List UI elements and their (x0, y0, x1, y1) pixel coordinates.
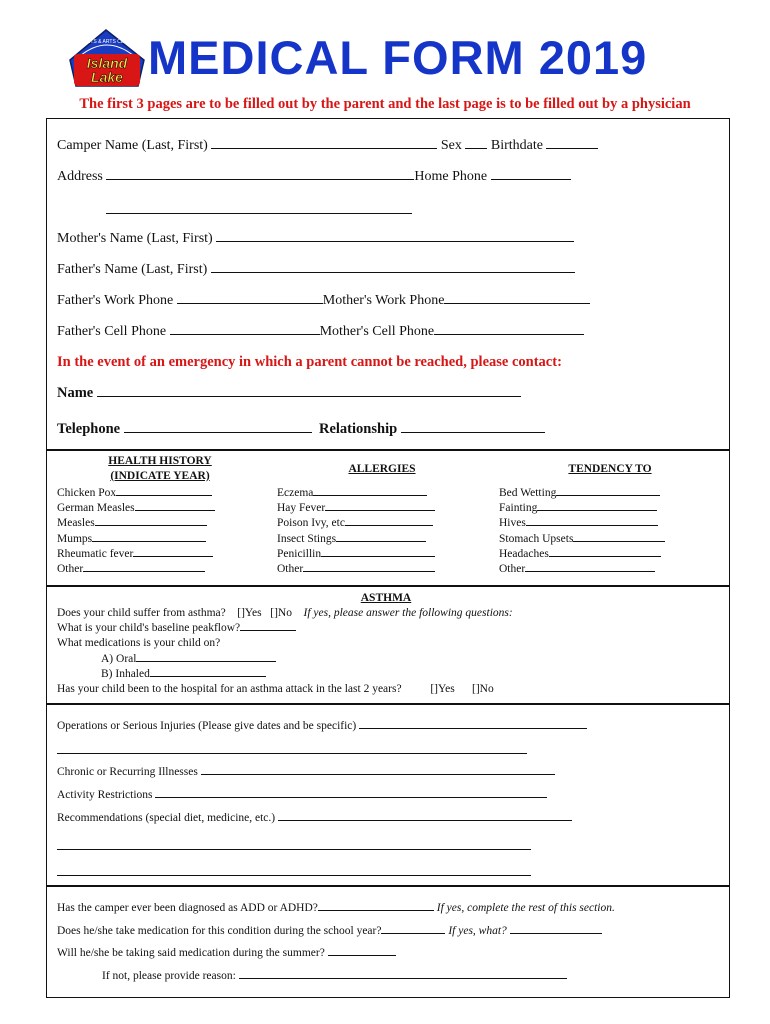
address-field[interactable] (106, 168, 414, 180)
tendency-list (499, 486, 665, 577)
add-q2-what-field[interactable] (510, 924, 602, 934)
health-history-header: HEALTH HISTORY (INDICATE YEAR) (108, 455, 212, 482)
father-cell-phone-label: Father's Cell Phone (57, 324, 167, 339)
emergency-name-field[interactable] (97, 385, 521, 397)
list-item: Other (499, 562, 665, 577)
father-work-phone-field[interactable] (177, 292, 323, 304)
activity-field[interactable] (155, 788, 547, 798)
home-phone-field[interactable] (491, 168, 571, 180)
camper-name-row (57, 137, 598, 154)
list-item: Penicillin (277, 547, 435, 562)
oral-field[interactable] (136, 652, 276, 662)
island-lake-logo (66, 26, 148, 92)
address-row (57, 168, 571, 185)
father-name-row (57, 261, 575, 278)
allergies-list (277, 486, 435, 577)
asthma-no-checkbox[interactable]: []No (270, 607, 292, 619)
form-subtitle: The first 3 pages are to be filled out by the parent and the last page is to be filled out by a physician (79, 96, 691, 112)
list-item: Other (277, 562, 435, 577)
operations-line-2-field[interactable] (57, 753, 527, 754)
add-q2-row (57, 924, 602, 937)
add-q2-field[interactable] (381, 924, 445, 934)
emergency-phone-row (57, 421, 545, 438)
add-q2-note: If yes, what? (448, 925, 507, 937)
father-name-field[interactable] (211, 261, 575, 273)
add-q2-label: Does he/she take medication for this condition during the school year? (57, 925, 382, 937)
mother-name-row (57, 230, 574, 247)
emergency-telephone-field[interactable] (124, 421, 312, 433)
list-item: Stomach Upsets (499, 532, 665, 547)
emergency-name-label: Name (57, 385, 94, 401)
tendency-header: TENDENCY TO (568, 463, 652, 475)
emergency-name-row (57, 385, 521, 402)
chronic-label: Chronic or Recurring Illnesses (57, 766, 198, 778)
svg-text:Lake: Lake (91, 69, 123, 85)
add-q3-field[interactable] (328, 946, 396, 956)
emergency-notice: In the event of an emergency in which a parent cannot be reached, please contact: (57, 354, 562, 370)
recommendations-line-3-field[interactable] (57, 875, 531, 876)
mother-work-phone-field[interactable] (444, 292, 590, 304)
relationship-label: Relationship (319, 421, 398, 437)
operations-field[interactable] (359, 719, 587, 729)
asthma-q1: Does your child suffer from asthma? []Yes []No If yes, please answer the following questions: (57, 607, 513, 619)
address-label: Address (57, 169, 103, 184)
add-q3-label: Will he/she be taking said medication during the summer? (57, 947, 325, 959)
recommendations-label: Recommendations (special diet, medicine, etc.) (57, 812, 276, 824)
camper-name-field[interactable] (211, 137, 437, 149)
list-item: Hay Fever (277, 501, 435, 516)
asthma-yes-checkbox[interactable]: []Yes (237, 607, 262, 619)
recommendations-field[interactable] (278, 811, 572, 821)
list-item: Eczema (277, 486, 435, 501)
list-item: Mumps (57, 532, 215, 547)
asthma-q4: Has your child been to the hospital for an asthma attack in the last 2 years? []Yes []No (57, 683, 494, 696)
asthma-oral: A) Oral (57, 652, 513, 667)
operations-label: Operations or Serious Injuries (Please give dates and be specific) (57, 720, 357, 732)
svg-text:SPORTS & ARTS CENTER: SPORTS & ARTS CENTER (76, 39, 138, 45)
list-item: Chicken Pox (57, 486, 215, 501)
svg-text:Island: Island (86, 55, 128, 71)
mother-cell-phone-field[interactable] (434, 323, 584, 335)
sex-label: Sex (440, 138, 462, 153)
list-item: Insect Stings (277, 532, 435, 547)
father-cell-phone-field[interactable] (170, 323, 320, 335)
recommendations-row (57, 811, 572, 824)
add-q4-field[interactable] (239, 969, 567, 979)
mother-work-phone-label: Mother's Work Phone (322, 293, 445, 308)
cell-phone-row (57, 323, 584, 340)
father-name-label: Father's Name (Last, First) (57, 262, 208, 277)
peakflow-field[interactable] (240, 621, 296, 631)
asthma-questions (57, 606, 513, 697)
mother-cell-phone-label: Mother's Cell Phone (319, 324, 435, 339)
operations-row (57, 719, 587, 732)
allergies-header: ALLERGIES (348, 463, 416, 475)
list-item: Measles (57, 516, 215, 531)
add-q1-field[interactable] (318, 901, 434, 911)
birthdate-label: Birthdate (490, 138, 543, 153)
add-q1-note: If yes, complete the rest of this section. (436, 902, 615, 914)
mother-name-field[interactable] (216, 230, 574, 242)
list-item: Fainting (499, 501, 665, 516)
relationship-field[interactable] (401, 421, 545, 433)
asthma-q2: What is your child's baseline peakflow? (57, 621, 513, 636)
add-q1-label: Has the camper ever been diagnosed as ADD or ADHD? (57, 902, 318, 914)
activity-label: Activity Restrictions (57, 789, 153, 801)
asthma-inhaled: B) Inhaled (57, 667, 513, 682)
list-item: Hives (499, 516, 665, 531)
father-work-phone-label: Father's Work Phone (57, 293, 174, 308)
mother-name-label: Mother's Name (Last, First) (57, 231, 213, 246)
birthdate-field[interactable] (546, 137, 598, 149)
sex-field[interactable] (465, 137, 487, 149)
home-phone-label: Home Phone (414, 169, 488, 184)
add-q4-label: If not, please provide reason: (102, 970, 236, 982)
chronic-row (57, 765, 555, 778)
form-title: MEDICAL FORM 2019 (148, 31, 648, 84)
hospital-yes-checkbox[interactable]: []Yes (430, 683, 455, 696)
hospital-no-checkbox[interactable]: []No (471, 683, 494, 696)
add-q3-row (57, 946, 396, 959)
add-q1-row (57, 901, 615, 914)
health-history-list (57, 486, 215, 577)
list-item: Other (57, 562, 215, 577)
address-line-2-field[interactable] (106, 213, 412, 214)
list-item: Bed Wetting (499, 486, 665, 501)
list-item: German Measles (57, 501, 215, 516)
list-item: Poison Ivy, etc (277, 516, 435, 531)
asthma-q3: What medications is your child on? (57, 637, 221, 650)
activity-row (57, 788, 547, 801)
inhaled-field[interactable] (150, 667, 266, 677)
list-item: Headaches (499, 547, 665, 562)
add-q4-row (102, 969, 567, 982)
chronic-field[interactable] (201, 765, 555, 775)
asthma-header: ASTHMA (360, 592, 412, 604)
list-item: Rheumatic fever (57, 547, 215, 562)
recommendations-line-2-field[interactable] (57, 849, 531, 850)
camper-name-label: Camper Name (Last, First) (57, 138, 208, 153)
work-phone-row (57, 292, 590, 309)
emergency-telephone-label: Telephone (57, 421, 121, 437)
